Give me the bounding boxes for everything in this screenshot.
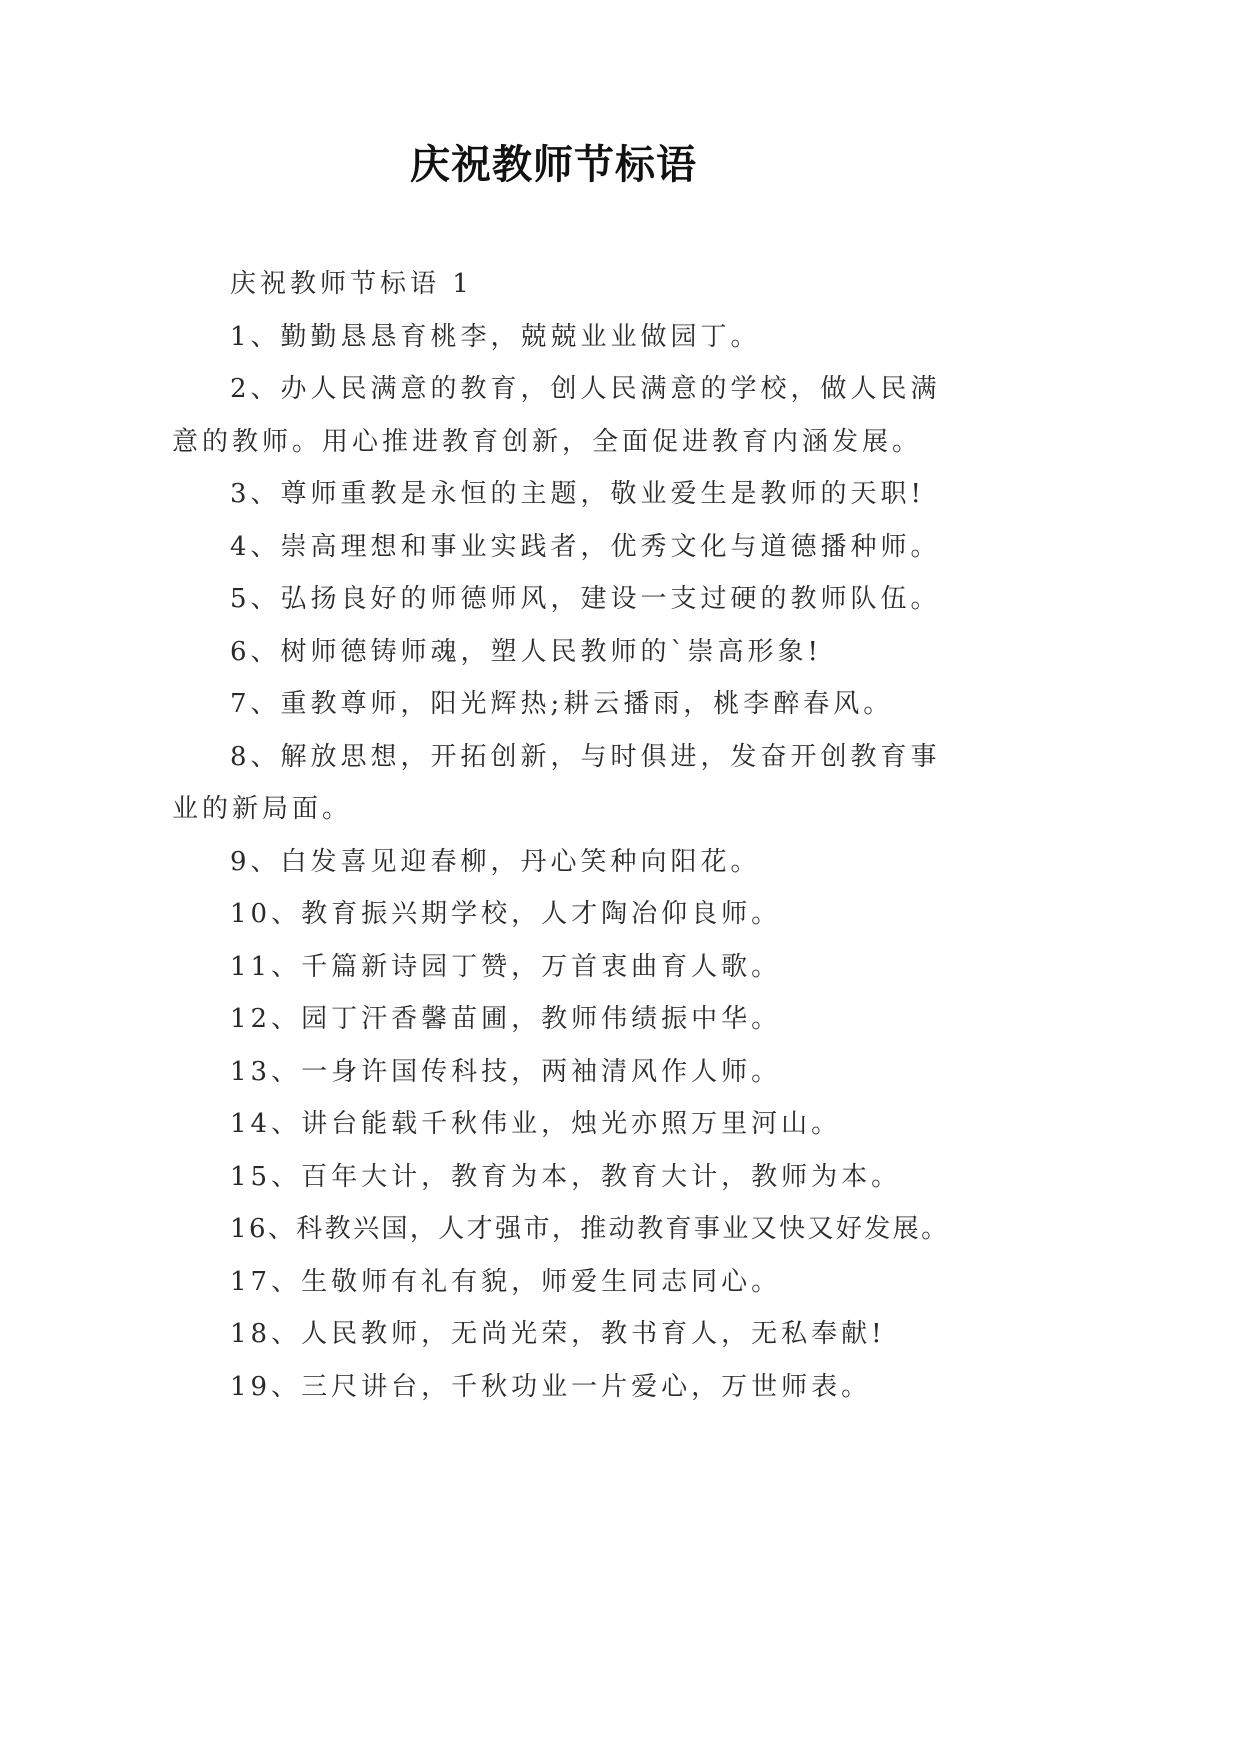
slogan-line: 3、尊师重教是永恒的主题，敬业爱生是教师的天职! — [230, 479, 925, 509]
slogan-item-19 — [172, 1361, 1172, 1414]
slogan-item-16 — [172, 1203, 1172, 1256]
slogan-item-7 — [172, 678, 1172, 731]
slogan-item-4 — [172, 521, 1172, 574]
slogan-line: 19、三尺讲台，千秋功业一片爱心，万世师表。 — [230, 1371, 872, 1402]
slogan-line: 5、弘扬良好的师德师风，建设一支过硬的教师队伍。 — [230, 584, 941, 614]
document-title: 庆祝教师节标语 — [410, 141, 697, 188]
slogan-line: 6、树师德铸师魂，塑人民教师的`崇高形象! — [230, 636, 822, 667]
slogan-line: 8、解放思想，开拓创新，与时俱进，发奋开创教育事 — [230, 741, 941, 772]
slogan-line: 16、科教兴国，人才强市，推动教育事业又快又好发展。 — [230, 1214, 950, 1244]
slogan-line-continued: 意的教师。用心推进教育创新，全面促进教育内涵发展。 — [172, 426, 923, 457]
slogan-line: 17、生敬师有礼有貌，师爱生同志同心。 — [230, 1266, 782, 1297]
slogan-item-11 — [172, 941, 1172, 994]
slogan-item-14 — [172, 1098, 1172, 1151]
slogan-line: 11、千篇新诗园丁赞，万首衷曲育人歌。 — [230, 951, 782, 982]
slogan-item-1 — [172, 311, 1172, 364]
slogan-line: 7、重教尊师，阳光辉热;耕云播雨，桃李醉春风。 — [230, 689, 894, 719]
slogan-item-2 — [172, 363, 1172, 468]
section-heading: 庆祝教师节标语 1 — [230, 269, 473, 299]
slogan-line-continued: 业的新局面。 — [172, 794, 353, 824]
slogan-item-13 — [172, 1046, 1172, 1099]
slogan-item-8 — [172, 731, 1172, 836]
slogan-item-12 — [172, 993, 1172, 1046]
slogan-item-10 — [172, 888, 1172, 941]
slogan-line: 15、百年大计，教育为本，教育大计，教师为本。 — [230, 1161, 902, 1192]
slogan-line: 4、崇高理想和事业实践者，优秀文化与道德播种师。 — [230, 531, 941, 562]
slogan-item-17 — [172, 1256, 1172, 1309]
slogan-line: 10、教育振兴期学校，人才陶冶仰良师。 — [230, 899, 782, 929]
slogan-line: 1、勤勤恳恳育桃李，兢兢业业做园丁。 — [230, 321, 761, 352]
slogan-item-3 — [172, 468, 1172, 521]
slogan-line: 12、园丁汗香馨苗圃，教师伟绩振中华。 — [230, 1004, 782, 1034]
slogan-item-9 — [172, 836, 1172, 889]
document-body — [172, 258, 1172, 1413]
slogan-item-18 — [172, 1308, 1172, 1361]
slogan-line: 18、人民教师，无尚光荣，教书育人，无私奉献! — [230, 1319, 886, 1349]
slogan-line: 13、一身许国传科技，两袖清风作人师。 — [230, 1056, 782, 1087]
slogan-item-6 — [172, 626, 1172, 679]
slogan-line: 9、白发喜见迎春柳，丹心笑种向阳花。 — [230, 846, 761, 877]
slogan-line: 2、办人民满意的教育，创人民满意的学校，做人民满 — [230, 374, 941, 404]
slogan-item-5 — [172, 573, 1172, 626]
slogan-item-15 — [172, 1151, 1172, 1204]
slogan-line: 14、讲台能载千秋伟业，烛光亦照万里河山。 — [230, 1109, 842, 1139]
